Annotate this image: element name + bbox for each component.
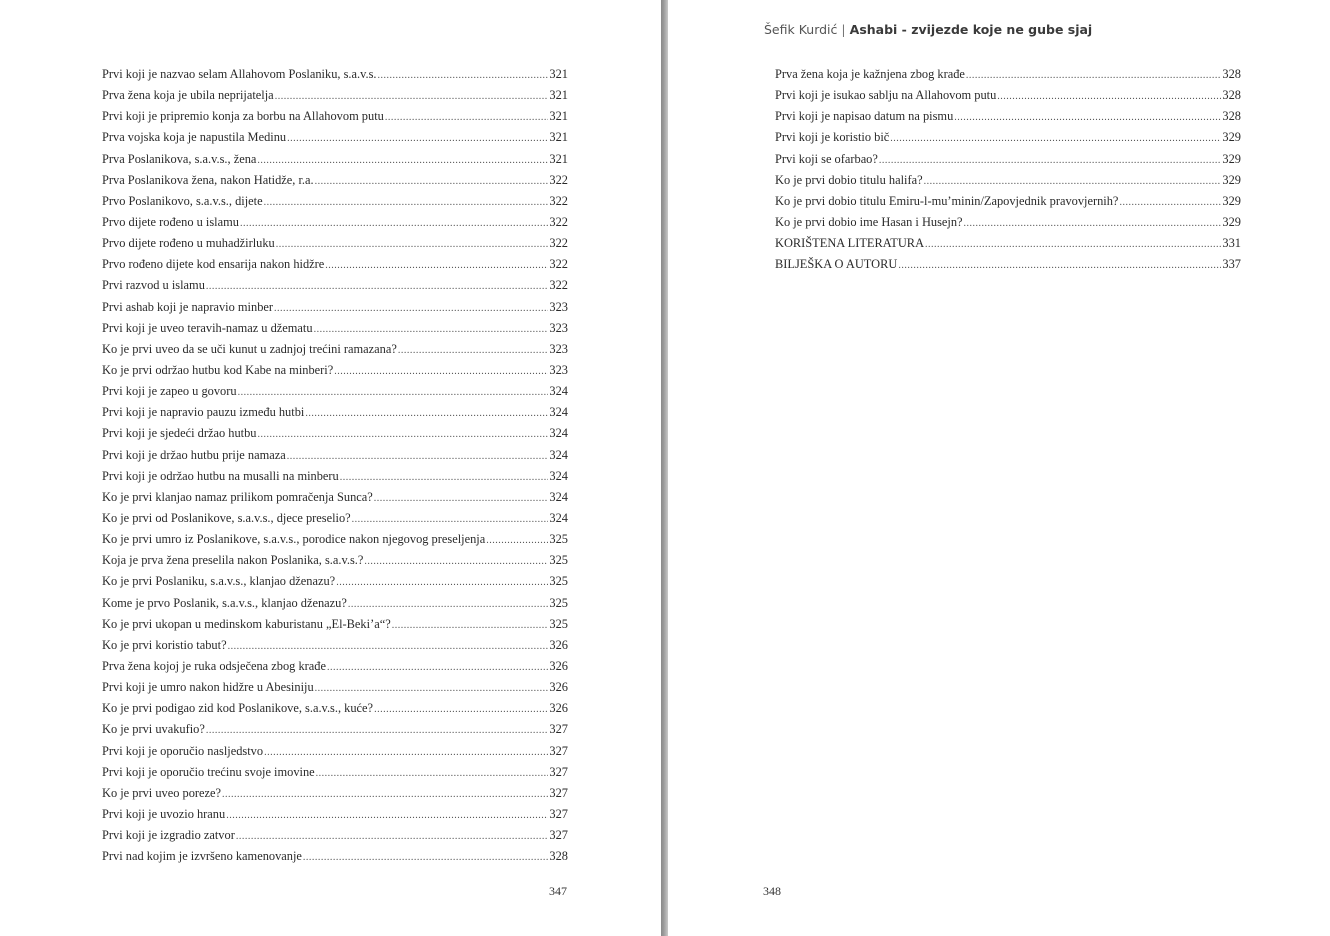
- toc-entry-title: Prvi koji je zapeo u govoru: [102, 384, 237, 399]
- toc-entry-page: 321: [549, 151, 568, 166]
- toc-entry-page: 324: [549, 510, 568, 525]
- toc-entry: [102, 741, 568, 762]
- toc-entry: [102, 85, 568, 106]
- toc-entry: [102, 656, 568, 677]
- toc-leader-dots: [997, 86, 1221, 107]
- toc-leader-dots: [274, 298, 548, 319]
- toc-entry: [775, 170, 1241, 191]
- toc-leader-dots: [336, 572, 548, 593]
- toc-entry-page: 328: [549, 849, 568, 864]
- header-separator: |: [841, 22, 846, 37]
- toc-entry-title: Prva Poslanikova, s.a.v.s., žena: [102, 151, 257, 166]
- toc-entry-page: 325: [549, 553, 568, 568]
- toc-entry-title: Prvi koji je izgradio zatvor: [102, 828, 235, 843]
- toc-leader-dots: [238, 382, 549, 403]
- toc-leader-dots: [486, 530, 548, 551]
- toc-entry-title: Prvi koji je pripremio konja za borbu na Allahovom putu: [102, 109, 384, 124]
- toc-entry: [102, 360, 568, 381]
- toc-entry: [102, 762, 568, 783]
- running-header: [764, 22, 1092, 37]
- toc-entry-page: 323: [549, 299, 568, 314]
- toc-entry-page: 322: [549, 193, 568, 208]
- toc-entry: [102, 804, 568, 825]
- toc-entry: [102, 127, 568, 148]
- toc-entry: [102, 339, 568, 360]
- toc-leader-dots: [340, 467, 549, 488]
- toc-entry-page: 327: [549, 806, 568, 821]
- toc-entry-title: Ko je prvi dobio titulu halifa?: [775, 172, 923, 187]
- book-spine-gutter: [661, 0, 668, 936]
- toc-leader-dots: [206, 276, 549, 297]
- toc-entry: [102, 212, 568, 233]
- toc-leader-dots: [392, 615, 549, 636]
- toc-entry-title: Kome je prvo Poslanik, s.a.v.s., klanjao dženazu?: [102, 595, 347, 610]
- toc-entry-page: 324: [549, 468, 568, 483]
- toc-leader-dots: [879, 150, 1222, 171]
- toc-entry-title: Ko je prvi uvakufio?: [102, 722, 205, 737]
- toc-entry-page: 322: [549, 257, 568, 272]
- toc-entry-title: Ko je prvi koristio tabut?: [102, 637, 227, 652]
- toc-entry-page: 322: [549, 278, 568, 293]
- toc-entry-page: 328: [1222, 67, 1241, 81]
- toc-entry: [102, 846, 568, 867]
- toc-entry-title: Ko je prvi održao hutbu kod Kabe na minberi?: [102, 362, 334, 377]
- toc-entry: [102, 571, 568, 592]
- toc-entry: [102, 318, 568, 339]
- toc-entry: [775, 127, 1241, 148]
- toc-entry-page: 321: [549, 109, 568, 124]
- toc-entry-page: 324: [549, 384, 568, 399]
- toc-entry-page: 326: [549, 680, 568, 695]
- left-page: [0, 0, 661, 936]
- toc-entry-page: 327: [549, 743, 568, 758]
- toc-leader-dots: [924, 171, 1222, 192]
- toc-entry-page: 322: [549, 214, 568, 229]
- toc-entry-title: Prvi koji je umro nakon hidžre u Abesiniju: [102, 680, 314, 695]
- toc-entry: [102, 719, 568, 740]
- toc-entry-title: Ko je prvi od Poslanikove, s.a.v.s., djece preselio?: [102, 510, 351, 525]
- toc-entry-page: 323: [549, 362, 568, 377]
- toc-entry-title: Koja je prva žena preselila nakon Poslanika, s.a.v.s.?: [102, 553, 364, 568]
- toc-leader-dots: [378, 65, 549, 86]
- toc-leader-dots: [352, 509, 549, 530]
- toc-entry-title: Prvi koji je nazvao selam Allahovom Poslaniku, s.a.v.s.: [102, 67, 377, 81]
- toc-leader-dots: [305, 403, 548, 424]
- toc-entry-page: 326: [549, 701, 568, 716]
- toc-entry: [102, 297, 568, 318]
- toc-entry-title: Ko je prvi uveo da se uči kunut u zadnjoj trećini ramazana?: [102, 341, 397, 356]
- toc-leader-dots: [264, 192, 549, 213]
- toc-leader-dots: [236, 826, 549, 847]
- toc-list-left: [102, 64, 568, 867]
- toc-entry-title: Prva vojska koja je napustila Medinu: [102, 130, 287, 145]
- toc-leader-dots: [966, 65, 1222, 86]
- toc-leader-dots: [364, 551, 548, 572]
- toc-entry-title: Prvo dijete rođeno u muhadžirluku: [102, 236, 275, 251]
- toc-entry-title: Prvi koji je držao hutbu prije namaza: [102, 447, 286, 462]
- toc-entry-title: Prva žena koja je ubila neprijatelja: [102, 88, 274, 103]
- toc-leader-dots: [228, 636, 549, 657]
- toc-entry-title: Prva žena kojoj je ruka odsječena zbog krađe: [102, 658, 326, 673]
- toc-entry-page: 323: [549, 320, 568, 335]
- toc-entry: [102, 783, 568, 804]
- toc-entry-title: Prvi koji je koristio bič: [775, 130, 890, 145]
- toc-entry: [102, 614, 568, 635]
- toc-entry-title: Prvi koji je napravio pauzu između hutbi: [102, 405, 305, 420]
- toc-entry: [775, 212, 1241, 233]
- toc-entry-page: 329: [1222, 172, 1241, 187]
- toc-leader-dots: [303, 847, 548, 868]
- toc-entry: [102, 466, 568, 487]
- toc-entry-page: 322: [549, 172, 568, 187]
- toc-leader-dots: [206, 720, 549, 741]
- toc-entry-title: Prvi razvod u islamu: [102, 278, 205, 293]
- header-author: Šefik Kurdić: [764, 22, 838, 37]
- toc-leader-dots: [890, 128, 1221, 149]
- toc-entry: [775, 191, 1241, 212]
- toc-leader-dots: [314, 319, 549, 340]
- toc-entry-page: 327: [549, 828, 568, 843]
- toc-leader-dots: [348, 594, 549, 615]
- toc-entry-title: Ko je prvi uveo poreze?: [102, 785, 222, 800]
- toc-entry-title: Prvi nad kojim je izvršeno kamenovanje: [102, 849, 302, 864]
- toc-entry-title: Prvi koji je uvozio hranu: [102, 806, 226, 821]
- toc-leader-dots: [275, 86, 549, 107]
- right-page: [668, 0, 1330, 936]
- toc-entry-title: Prvi koji je napisao datum na pismu: [775, 109, 954, 124]
- toc-entry-page: 325: [549, 574, 568, 589]
- toc-leader-dots: [964, 213, 1222, 234]
- toc-entry-page: 329: [1222, 214, 1241, 229]
- toc-entry-page: 327: [549, 722, 568, 737]
- toc-entry-page: 325: [549, 532, 568, 547]
- toc-entry-page: 329: [1222, 151, 1241, 166]
- toc-entry-page: 324: [549, 426, 568, 441]
- toc-entry-title: Ko je prvi umro iz Poslanikove, s.a.v.s., porodice nakon njegovog preseljenja: [102, 532, 486, 547]
- toc-entry-page: 329: [1222, 193, 1241, 208]
- toc-entry: [102, 529, 568, 550]
- toc-entry-title: Ko je prvi dobio ime Hasan i Husejn?: [775, 214, 963, 229]
- toc-leader-dots: [316, 763, 549, 784]
- toc-entry: [102, 381, 568, 402]
- toc-leader-dots: [334, 361, 548, 382]
- toc-entry-title: Prvo Poslanikovo, s.a.v.s., dijete: [102, 193, 263, 208]
- toc-leader-dots: [398, 340, 549, 361]
- toc-entry-page: 331: [1222, 236, 1241, 251]
- toc-entry-title: Prvo dijete rođeno u islamu: [102, 214, 239, 229]
- toc-leader-dots: [898, 255, 1221, 276]
- toc-entry-page: 323: [549, 341, 568, 356]
- toc-entry: [102, 170, 568, 191]
- toc-entry: [102, 233, 568, 254]
- toc-entry-title: Prva Poslanikova žena, nakon Hatidže, r.a.: [102, 172, 314, 187]
- toc-entry-title: Ko je prvi dobio titulu Emiru-l-mu’minin/Zapovjednik pravovjernih?: [775, 193, 1119, 208]
- toc-entry-title: Ko je prvi ukopan u medinskom kaburistanu „El-Beki’a“?: [102, 616, 391, 631]
- toc-entry-page: 326: [549, 658, 568, 673]
- toc-entry-page: 321: [549, 88, 568, 103]
- toc-entry: [102, 698, 568, 719]
- toc-leader-dots: [315, 678, 549, 699]
- toc-leader-dots: [327, 657, 548, 678]
- toc-leader-dots: [287, 128, 548, 149]
- toc-entry: [775, 106, 1241, 127]
- toc-entry: [102, 423, 568, 444]
- toc-entry-page: 324: [549, 447, 568, 462]
- toc-leader-dots: [258, 424, 549, 445]
- toc-entry-page: 321: [549, 67, 568, 81]
- toc-entry-page: 327: [549, 764, 568, 779]
- toc-entry-title: Prvi koji je uveo teravih-namaz u džematu: [102, 320, 313, 335]
- toc-entry-page: 328: [1222, 88, 1241, 103]
- toc-entry-title: Prvi ashab koji je napravio minber: [102, 299, 274, 314]
- toc-entry-page: 325: [549, 595, 568, 610]
- toc-entry: [102, 487, 568, 508]
- toc-entry-title: Prvi koji je održao hutbu na musalli na minberu: [102, 468, 339, 483]
- toc-entry-page: 326: [549, 637, 568, 652]
- toc-list-right: [775, 64, 1241, 275]
- toc-leader-dots: [287, 446, 549, 467]
- toc-entry-title: Prvi koji je oporučio trećinu svoje imovine: [102, 764, 315, 779]
- header-book-title: Ashabi - zvijezde koje ne gube sjaj: [849, 22, 1093, 37]
- toc-leader-dots: [374, 488, 549, 509]
- toc-entry-title: Ko je prvi podigao zid kod Poslanikove, s.a.v.s., kuće?: [102, 701, 374, 716]
- toc-leader-dots: [226, 805, 548, 826]
- toc-entry-title: Prvo rođeno dijete kod ensarija nakon hidžre: [102, 257, 325, 272]
- page-number-right: 348: [763, 884, 781, 898]
- toc-entry: [102, 64, 568, 85]
- toc-entry-title: KORIŠTENA LITERATURA: [775, 236, 925, 251]
- toc-entry: [102, 402, 568, 423]
- toc-entry-page: 328: [1222, 109, 1241, 124]
- toc-entry: [102, 275, 568, 296]
- page-number-left: 347: [549, 884, 567, 898]
- toc-entry: [102, 825, 568, 846]
- toc-entry-title: Ko je prvi Poslaniku, s.a.v.s., klanjao dženazu?: [102, 574, 336, 589]
- toc-entry: [102, 508, 568, 529]
- toc-entry-page: 324: [549, 405, 568, 420]
- toc-entry-page: 321: [549, 130, 568, 145]
- toc-entry-page: 327: [549, 785, 568, 800]
- toc-leader-dots: [925, 234, 1221, 255]
- toc-entry-page: 324: [549, 489, 568, 504]
- toc-leader-dots: [325, 255, 548, 276]
- toc-entry: [102, 445, 568, 466]
- toc-entry: [102, 677, 568, 698]
- toc-leader-dots: [257, 150, 548, 171]
- toc-entry-title: Prva žena koja je kažnjena zbog krađe: [775, 67, 965, 81]
- toc-entry-page: 337: [1222, 257, 1241, 272]
- toc-leader-dots: [264, 742, 548, 763]
- toc-entry: [775, 64, 1241, 85]
- toc-leader-dots: [315, 171, 549, 192]
- toc-entry: [775, 254, 1241, 275]
- toc-leader-dots: [240, 213, 548, 234]
- toc-entry: [775, 149, 1241, 170]
- toc-entry: [102, 191, 568, 212]
- toc-entry: [775, 85, 1241, 106]
- toc-entry-page: 325: [549, 616, 568, 631]
- toc-entry-title: Prvi koji je sjedeći držao hutbu: [102, 426, 257, 441]
- toc-entry: [102, 635, 568, 656]
- toc-entry-page: 322: [549, 236, 568, 251]
- toc-entry: [102, 149, 568, 170]
- toc-entry: [102, 254, 568, 275]
- toc-entry-title: Prvi koji se ofarbao?: [775, 151, 878, 166]
- toc-leader-dots: [954, 107, 1221, 128]
- toc-leader-dots: [222, 784, 548, 805]
- toc-entry-title: Prvi koji je oporučio nasljedstvo: [102, 743, 264, 758]
- toc-leader-dots: [385, 107, 549, 128]
- toc-entry: [775, 233, 1241, 254]
- toc-entry: [102, 106, 568, 127]
- toc-leader-dots: [276, 234, 549, 255]
- toc-leader-dots: [374, 699, 548, 720]
- toc-entry-title: Prvi koji je isukao sablju na Allahovom putu: [775, 88, 997, 103]
- toc-entry-page: 329: [1222, 130, 1241, 145]
- toc-leader-dots: [1119, 192, 1221, 213]
- toc-entry-title: Ko je prvi klanjao namaz prilikom pomračenja Sunca?: [102, 489, 373, 504]
- toc-entry: [102, 593, 568, 614]
- toc-entry: [102, 550, 568, 571]
- toc-entry-title: BILJEŠKA O AUTORU: [775, 257, 898, 272]
